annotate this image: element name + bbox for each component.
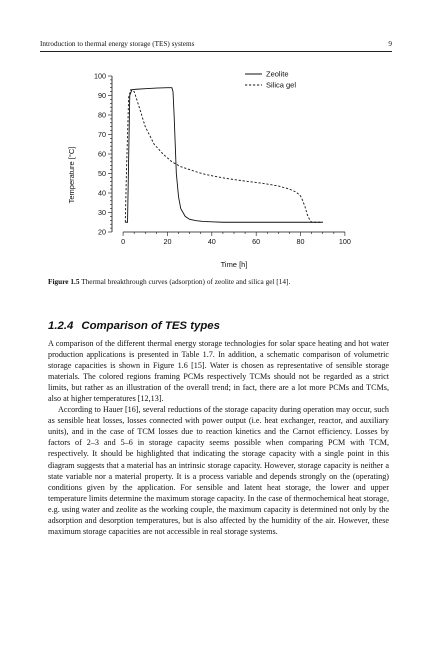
x-tick-label: 60 <box>252 237 261 246</box>
series-line-zeolite <box>125 88 322 223</box>
paragraph: According to Hauer [16], several reductions of the storage capacity during operation may occur, such as sensible heat losses, losses connected with power output (i.e. heat exchanger, reactor, and auxiliary units), and in the case of TCM losses due to reaction kinetics and the Carnot efficiency. Losses by factors of 2–3 and 5–6 in storage capacity seems possible when comparing PCM with TCM, respectively. It should be highlighted that indicating the storage capacity with a single point in this diagram suggests that a material has an intrinsic storage capacity. However, storage capacity is neither a state variable nor a material property. It is a process variable and depends strongly on the (operating) conditions given by the application. For sensible and latent heat storage, the lower and upper temperature limits determine the maximum storage capacity. In the case of thermochemical heat storage, e.g. using water and zeolite as the working couple, the maximum capacity is determined not only by the adsorption and desorption temperatures, but is also affected by the humidity of the air. However, these maximum storage capacities are not accessible in real storage systems. <box>48 405 389 536</box>
y-tick-label: 30 <box>98 208 106 218</box>
legend-label: Silica gel <box>266 80 297 90</box>
figure-label: Figure 1.5 <box>48 277 80 286</box>
x-tick-label: 80 <box>296 237 305 246</box>
chart-series <box>125 88 322 223</box>
chart-axes <box>94 69 351 246</box>
y-tick-label: 50 <box>98 169 106 179</box>
y-tick-label: 20 <box>98 227 106 237</box>
figure-caption-text: Thermal breakthrough curves (adsorption) of zeolite and silica gel [14]. <box>81 277 291 286</box>
running-header <box>40 40 392 48</box>
running-title: Introduction to thermal energy storage (TES) systems <box>40 40 195 48</box>
x-tick-label: 20 <box>163 237 172 246</box>
y-tick-label: 80 <box>98 110 106 120</box>
paragraph: A comparison of the different thermal energy storage technologies for solar space heating and hot water production applications is presented in Table 1.7. In addition, a schematic comparison of volumetric storage capacities is shown in Figure 1.6 [15]. Water is chosen as representative of sensible storage materials. The colored regions framing PCMs respectively TCMs should not be regarded as a strict limits, but rather as an illustration of the overall trend; in fact, there are a lot more PCMs and TCMs, also at higher temperatures [12,13]. <box>48 339 389 404</box>
y-axis-label: Temperature [°C] <box>67 146 76 204</box>
header-rule <box>40 51 392 52</box>
chart-legend <box>245 70 296 90</box>
y-tick-label: 90 <box>98 91 106 101</box>
section-number: 1.2.4 <box>48 320 74 332</box>
x-tick-label: 40 <box>207 237 216 246</box>
page-number: 9 <box>388 40 392 48</box>
figure-caption <box>48 277 388 287</box>
legend-label: Zeolite <box>266 69 289 79</box>
x-tick-label: 100 <box>338 237 351 246</box>
breakthrough-chart <box>60 62 380 272</box>
y-tick-label: 40 <box>98 188 106 198</box>
series-line-silica-gel <box>125 90 322 223</box>
y-tick-label: 100 <box>94 71 106 81</box>
x-axis-label: Time [h] <box>220 260 248 269</box>
body-text <box>48 338 389 537</box>
y-tick-label: 60 <box>98 149 106 159</box>
section-heading <box>48 320 220 332</box>
y-tick-label: 70 <box>98 130 106 140</box>
section-title: Comparison of TES types <box>81 320 220 332</box>
x-tick-label: 0 <box>121 237 126 246</box>
